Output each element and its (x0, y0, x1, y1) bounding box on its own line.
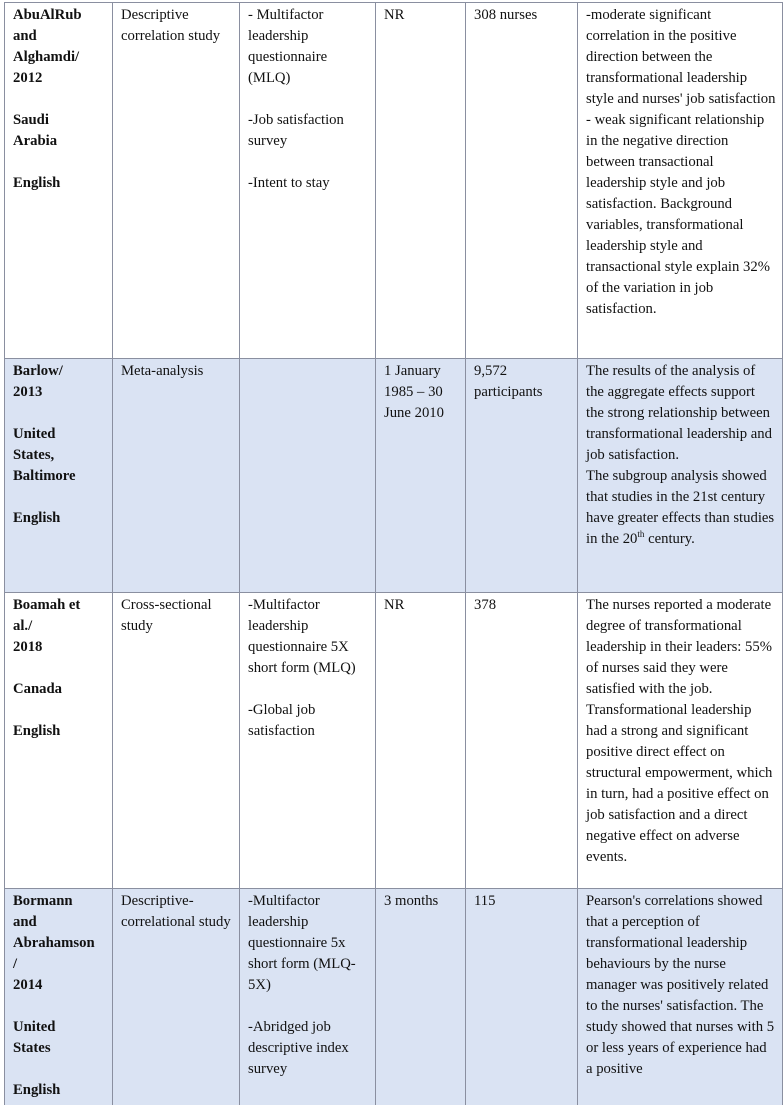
design-cell: Cross-sectional study (113, 593, 240, 889)
period-cell: NR (376, 3, 466, 359)
author-cell: Barlow/ 2013 United States, Baltimore English (5, 359, 113, 593)
period-cell: 3 months (376, 889, 466, 1105)
findings-cell: -moderate significant correlation in the positive direction between the transformational leadership style and nurses' job satisfaction - weak significant relationship in the negative direction between transactional leadership style and job satisfaction. Background variables, transformational leadership style and transactional style explain 32% of the variation in job satisfaction. (578, 3, 783, 359)
literature-review-table (4, 2, 783, 1105)
sample-cell: 9,572 participants (466, 359, 578, 593)
design-cell: Descriptive-correlational study (113, 889, 240, 1105)
instruments-cell: -Multifactor leadership questionnaire 5x short form (MLQ-5X) -Abridged job descriptive index survey (240, 889, 376, 1105)
period-cell: NR (376, 593, 466, 889)
period-cell: 1 January 1985 – 30 June 2010 (376, 359, 466, 593)
findings-cell: Pearson's correlations showed that a perception of transformational leadership behaviours by the nurse manager was positively related to the nurses' satisfaction. The study showed that nurses with 5 or less years of experience had a positive (578, 889, 783, 1105)
design-cell: Meta-analysis (113, 359, 240, 593)
author-cell: Bormann and Abrahamson / 2014 United States English (5, 889, 113, 1105)
instruments-cell (240, 359, 376, 593)
table-row (5, 889, 783, 1105)
findings-cell: The nurses reported a moderate degree of transformational leadership in their leaders: 55% of nurses said they were satisfied with the job. Transformational leadership had a strong and significant positive direct effect on structural empowerment, which in turn, had a positive effect on job satisfaction and a direct negative effect on adverse events. (578, 593, 783, 889)
author-cell: Boamah et al./ 2018 Canada English (5, 593, 113, 889)
findings-text: The results of the analysis of the aggregate effects support the strong relationship between transformational leadership and job satisfaction. The subgroup analysis showed that studies in the 21st century have greater effects than studies in the 20 (586, 363, 775, 547)
ordinal-superscript: th (637, 529, 645, 540)
instruments-cell: - Multifactor leadership questionnaire (MLQ) -Job satisfaction survey -Intent to stay (240, 3, 376, 359)
findings-text-end: century. (644, 531, 695, 547)
instruments-cell: -Multifactor leadership questionnaire 5X short form (MLQ) -Global job satisfaction (240, 593, 376, 889)
findings-cell (578, 359, 783, 593)
table-row (5, 359, 783, 593)
sample-cell: 115 (466, 889, 578, 1105)
author-cell: AbuAlRub and Alghamdi/ 2012 Saudi Arabia English (5, 3, 113, 359)
sample-cell: 308 nurses (466, 3, 578, 359)
table-row (5, 593, 783, 889)
sample-cell: 378 (466, 593, 578, 889)
table-row (5, 3, 783, 359)
design-cell: Descriptive correlation study (113, 3, 240, 359)
